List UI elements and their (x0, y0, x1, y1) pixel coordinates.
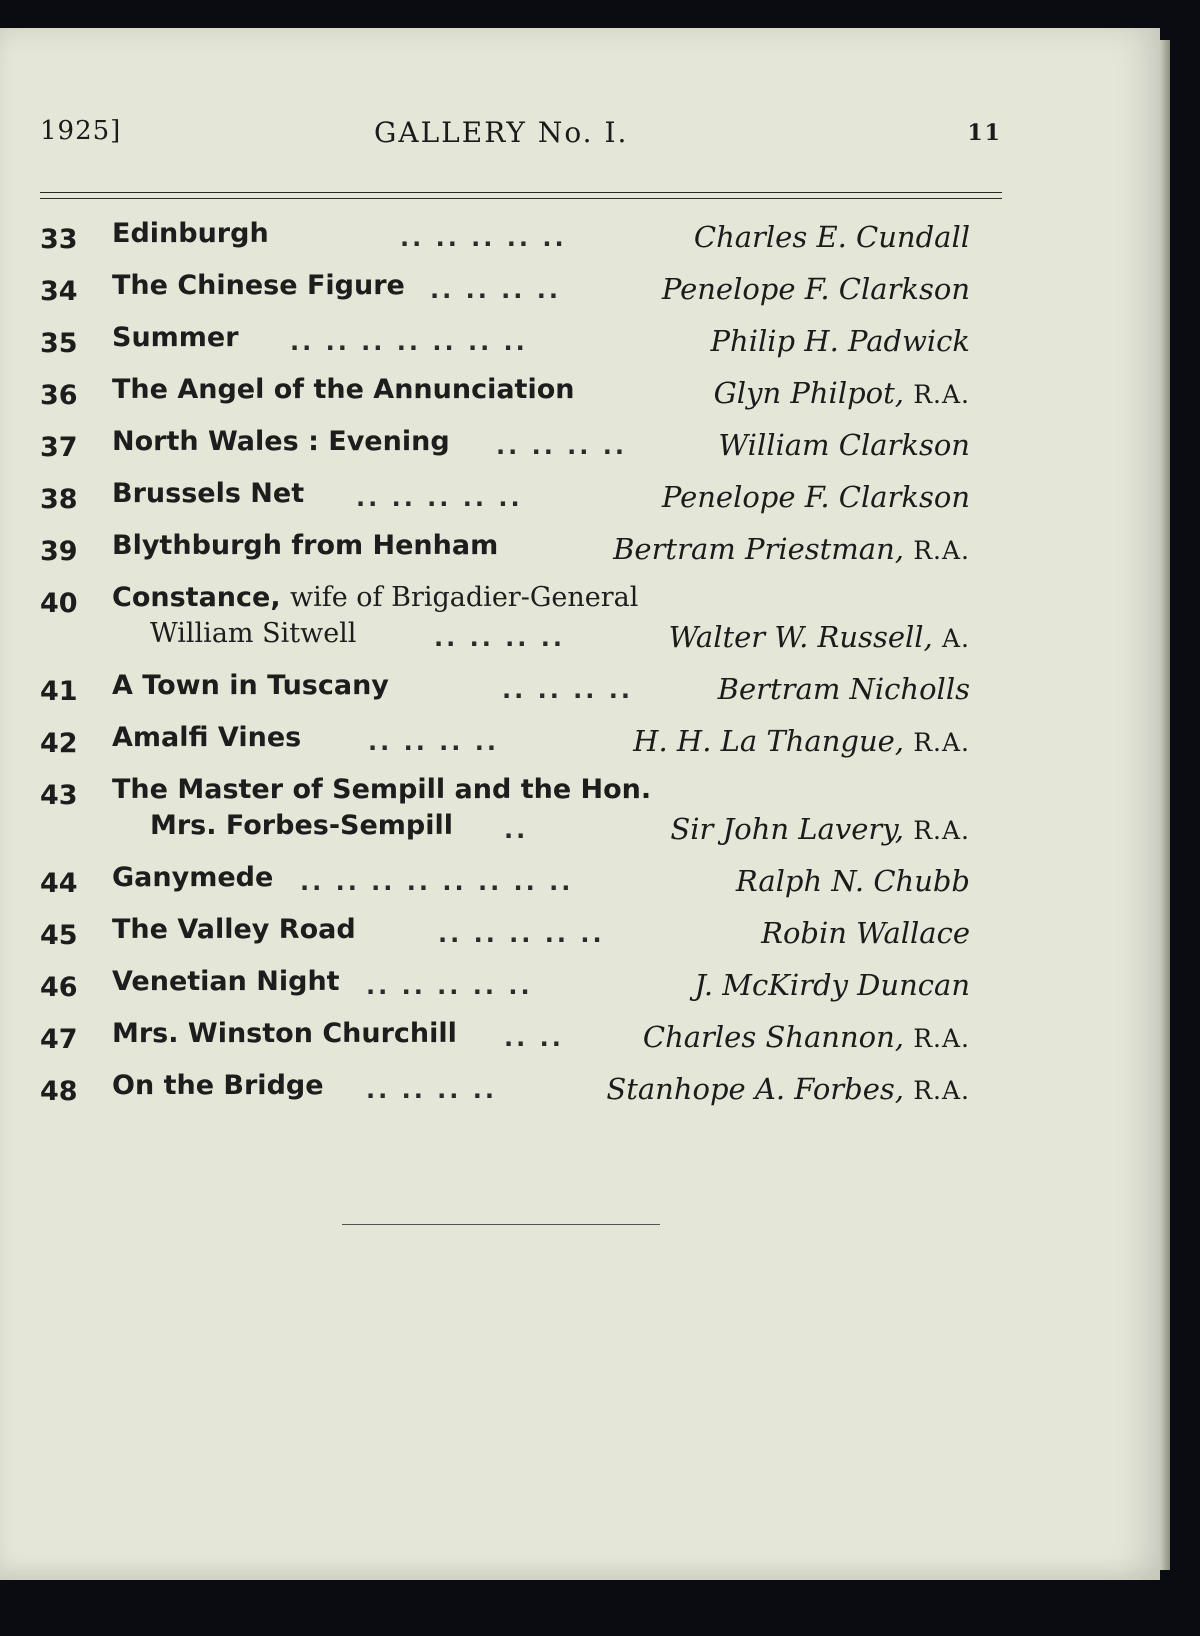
list-item (40, 374, 1010, 426)
entry-artist: Philip H. Padwick (710, 324, 970, 358)
list-item (40, 530, 1010, 582)
list-item (40, 322, 1010, 374)
header-title: GALLERY No. I. (374, 116, 629, 149)
running-header (40, 116, 1002, 166)
entry-number: 48 (40, 1076, 78, 1107)
entry-artist: Bertram Priestman, R.A. (613, 532, 970, 566)
leader-dots: .. .. .. .. .. (400, 224, 567, 252)
entry-title: A Town in Tuscany (112, 670, 389, 701)
closing-rule (342, 1224, 660, 1225)
entry-artist: H. H. La Thangue, R.A. (633, 724, 970, 758)
honor-suffix: R.A. (913, 1076, 970, 1105)
entry-artist: Stanhope A. Forbes, R.A. (606, 1072, 970, 1106)
entry-artist: Penelope F. Clarkson (661, 480, 970, 514)
entry-list (40, 218, 1010, 1122)
entry-number: 36 (40, 380, 78, 411)
catalogue-page (0, 28, 1160, 1580)
list-item (40, 582, 1010, 670)
honor-suffix: A. (941, 624, 970, 653)
entry-title: Summer (112, 322, 239, 353)
list-item (40, 270, 1010, 322)
leader-dots: .. .. .. .. .. .. .. .. (300, 868, 574, 896)
list-item (40, 722, 1010, 774)
entry-title: On the Bridge (112, 1070, 324, 1101)
entry-title: Amalfi Vines (112, 722, 302, 753)
leader-dots: .. .. .. .. .. (366, 972, 533, 1000)
leader-dots: .. .. .. .. (502, 676, 634, 704)
list-item (40, 670, 1010, 722)
list-item (40, 478, 1010, 530)
entry-title: The Master of Sempill and the Hon. (112, 774, 652, 805)
leader-dots: .. .. .. .. .. (438, 920, 605, 948)
leader-dots: .. .. .. .. (366, 1076, 498, 1104)
entry-title: Venetian Night (112, 966, 340, 997)
entry-title: Ganymede (112, 862, 274, 893)
entry-artist: William Clarkson (718, 428, 970, 462)
honor-suffix: R.A. (913, 380, 970, 409)
entry-artist: Penelope F. Clarkson (661, 272, 970, 306)
entry-title: Edinburgh (112, 218, 269, 249)
entry-number: 44 (40, 868, 78, 899)
header-rule-thick (40, 192, 1002, 193)
honor-suffix: R.A. (913, 816, 970, 845)
entry-artist: J. McKirdy Duncan (694, 968, 970, 1002)
entry-artist: Charles Shannon, R.A. (642, 1020, 970, 1054)
entry-number: 35 (40, 328, 78, 359)
list-item (40, 1070, 1010, 1122)
entry-title: North Wales : Evening (112, 426, 450, 457)
entry-artist: Robin Wallace (761, 916, 970, 950)
honor-suffix: R.A. (913, 536, 970, 565)
header-year: 1925] (40, 116, 122, 146)
entry-number: 47 (40, 1024, 78, 1055)
leader-dots: .. .. .. .. .. .. .. (290, 328, 528, 356)
entry-title-continued: William Sitwell (150, 618, 357, 649)
entry-title: The Angel of the Annunciation (112, 374, 575, 405)
leader-dots: .. .. .. .. .. (356, 484, 523, 512)
entry-title: The Chinese Figure (112, 270, 405, 301)
entry-artist: Bertram Nicholls (717, 672, 970, 706)
entry-number: 40 (40, 588, 78, 619)
entry-number: 45 (40, 920, 78, 951)
entry-title-continued: Mrs. Forbes-Sempill (150, 810, 454, 841)
entry-number: 34 (40, 276, 78, 307)
leader-dots: .. (504, 816, 529, 844)
entry-number: 46 (40, 972, 78, 1003)
entry-number: 38 (40, 484, 78, 515)
leader-dots: .. .. .. .. (368, 728, 500, 756)
leader-dots: .. .. .. .. (430, 276, 562, 304)
leader-dots: .. .. .. .. (434, 624, 566, 652)
entry-number: 37 (40, 432, 78, 463)
list-item (40, 218, 1010, 270)
entry-artist: Walter W. Russell, A. (668, 620, 970, 654)
entry-number: 33 (40, 224, 78, 255)
entry-number: 42 (40, 728, 78, 759)
entry-title: The Valley Road (112, 914, 356, 945)
entry-title: Blythburgh from Henham (112, 530, 499, 561)
page-number: 11 (967, 120, 1002, 146)
list-item (40, 966, 1010, 1018)
entry-number: 43 (40, 780, 78, 811)
list-item (40, 774, 1010, 862)
entry-title: Constance, wife of Brigadier-General (112, 582, 639, 613)
honor-suffix: R.A. (913, 1024, 970, 1053)
entry-number: 39 (40, 536, 78, 567)
list-item (40, 1018, 1010, 1070)
leader-dots: .. .. .. .. (496, 432, 628, 460)
page-edge (1160, 40, 1170, 1570)
entry-title: Brussels Net (112, 478, 305, 509)
list-item (40, 426, 1010, 478)
entry-artist: Charles E. Cundall (693, 220, 970, 254)
leader-dots: .. .. (504, 1024, 564, 1052)
list-item (40, 914, 1010, 966)
header-rule-thin (40, 198, 1002, 199)
entry-artist: Ralph N. Chubb (735, 864, 970, 898)
entry-artist: Sir John Lavery, R.A. (670, 812, 970, 846)
list-item (40, 862, 1010, 914)
entry-artist: Glyn Philpot, R.A. (713, 376, 970, 410)
entry-title: Mrs. Winston Churchill (112, 1018, 457, 1049)
entry-number: 41 (40, 676, 78, 707)
honor-suffix: R.A. (913, 728, 970, 757)
